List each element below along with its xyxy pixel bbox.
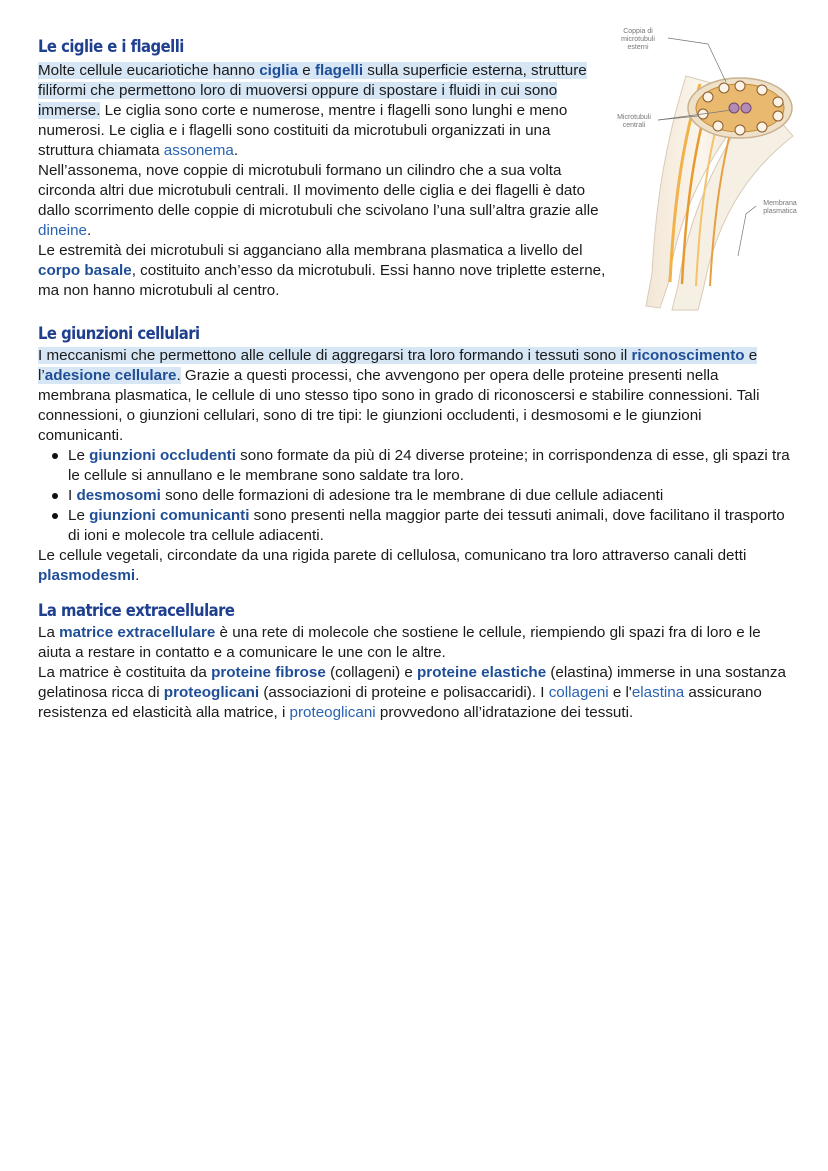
list-item: [38, 486, 790, 506]
section-matrice-body: [38, 623, 790, 723]
text: Le estremità dei microtubuli si agganciano alla membrana plasmatica a livello del: [38, 242, 583, 259]
keyword-ciglia: ciglia: [259, 62, 299, 79]
text: .: [135, 567, 140, 584]
text: e l’: [38, 347, 758, 384]
keyword-proteine-elastiche: proteine elastiche: [417, 664, 547, 681]
section-giunzioni-body: [38, 346, 790, 586]
text: sulla superficie esterna, strutture filiformi che permettono loro di muoversi oppure di spostare i fluidi in cui sono immerse.: [38, 62, 587, 119]
text: assicurano resistenza ed elasticità alla matrice, i: [38, 684, 762, 721]
keyword-adesione-cellulare: adesione cellulare: [44, 367, 177, 384]
junction-types-list: [38, 446, 790, 546]
text: I meccanismi che permettono alle cellule di aggregarsi tra loro formando i tessuti sono il: [38, 347, 632, 364]
text: (collageni) e: [325, 664, 418, 681]
paragraph: [38, 663, 790, 723]
text: (elastina) immerse in una sostanza gelatinosa ricca di: [38, 664, 786, 701]
paragraph: [38, 241, 608, 301]
axoneme-figure: [608, 24, 808, 314]
label-plasma-membrane: Membrana plasmatica: [763, 200, 797, 215]
text: La: [38, 624, 60, 641]
text: La matrice è costituita da: [38, 664, 212, 681]
paragraph: [38, 346, 790, 446]
paragraph: [38, 61, 608, 161]
keyword-flagelli: flagelli: [314, 62, 364, 79]
keyword-matrice-extracellulare: matrice extracellulare: [59, 624, 216, 641]
text: (associazioni di proteine e polisaccaridi). I: [259, 684, 549, 701]
keyword-proteine-fibrose: proteine fibrose: [211, 664, 326, 681]
keyword-riconoscimento: riconoscimento: [631, 347, 745, 364]
keyword-collageni: collageni: [548, 684, 609, 701]
text: .: [176, 367, 181, 384]
text: .: [86, 222, 92, 239]
text: sono formate da più di 24 diverse proteine; in corrispondenza di esse, gli spazi tra le cellule si annullano e le membrane sono saldate tra loro.: [68, 447, 790, 484]
text: Le: [68, 507, 90, 524]
keyword-corpo-basale: corpo basale: [38, 262, 132, 279]
text: Molte cellule eucariotiche hanno: [38, 62, 260, 79]
text: Le ciglia sono corte e numerose, mentre i flagelli sono lunghi e meno numerosi. Le ciglia e i flagelli sono costituiti da microtubuli organizzati in una struttura chiamata: [38, 102, 568, 159]
text: Grazie a questi processi, che avvengono per opera delle proteine presenti nella membrana plasmatica, le cellule di uno stesso tipo sono in grado di riconoscersi e stabilire connessioni. Tali connessioni, o giunzioni cellulari, sono di tre tipi: le giunzioni occludenti, i desmosomi e le giunzioni comunicanti.: [38, 367, 760, 444]
text: Nell’assonema, nove coppie di microtubuli formano un cilindro che a sua volta circonda altri due microtubuli centrali. Il movimento delle ciglia e dei flagelli è dato dallo scorrimento delle coppie di microtubuli che scivolano l’una sull’altra grazie alle: [38, 162, 599, 219]
text: Le cellule vegetali, circondate da una rigida parete di cellulosa, comunicano tra loro attraverso canali detti: [38, 547, 747, 564]
keyword-proteoglicani-2: proteoglicani: [289, 704, 376, 721]
axoneme-illustration: [608, 24, 808, 314]
text: e: [298, 62, 315, 79]
paragraph: [38, 546, 790, 586]
paragraph: [38, 161, 608, 241]
keyword-giunzioni-comunicanti: giunzioni comunicanti: [89, 507, 250, 524]
keyword-giunzioni-occludenti: giunzioni occludenti: [89, 447, 236, 464]
text: sono delle formazioni di adesione tra le membrane di due cellule adiacenti: [160, 487, 664, 504]
label-central-microtubules: Microtubuli centrali: [617, 114, 651, 129]
text: I: [68, 487, 77, 504]
keyword-proteoglicani: proteoglicani: [163, 684, 260, 701]
text: .: [233, 142, 239, 159]
section-title-ciglia-flagelli: Le ciglie e i flagelli: [38, 37, 184, 56]
paragraph: [38, 623, 790, 663]
keyword-elastina: elastina: [631, 684, 685, 701]
section-title-matrice: La matrice extracellulare: [38, 601, 235, 620]
section-ciglia-body: [38, 61, 608, 301]
keyword-desmosomi: desmosomi: [76, 487, 161, 504]
text: provvedono all’idratazione dei tessuti.: [375, 704, 634, 721]
text: , costituito anch’esso da microtubuli. Essi hanno nove triplette esterne, ma non hanno microtubuli al centro.: [38, 262, 606, 299]
text: Le: [68, 447, 90, 464]
keyword-plasmodesmi: plasmodesmi: [38, 567, 136, 584]
text: e l': [608, 684, 632, 701]
keyword-dineine: dineine: [38, 222, 87, 239]
text: sono presenti nella maggior parte dei tessuti animali, dove facilitano il trasporto di ioni e molecole tra cellule adiacenti.: [68, 507, 785, 544]
list-item: [38, 446, 790, 486]
keyword-assonema: assonema: [163, 142, 234, 159]
text: è una rete di molecole che sostiene le cellule, riempiendo gli spazi fra di loro e le aiuta a restare in contatto e a comunicare le une con le altre.: [38, 624, 761, 661]
label-outer-microtubules: Coppia di microtubuli esterni: [621, 28, 655, 51]
list-item: [38, 506, 790, 546]
section-title-giunzioni: Le giunzioni cellulari: [38, 324, 200, 343]
